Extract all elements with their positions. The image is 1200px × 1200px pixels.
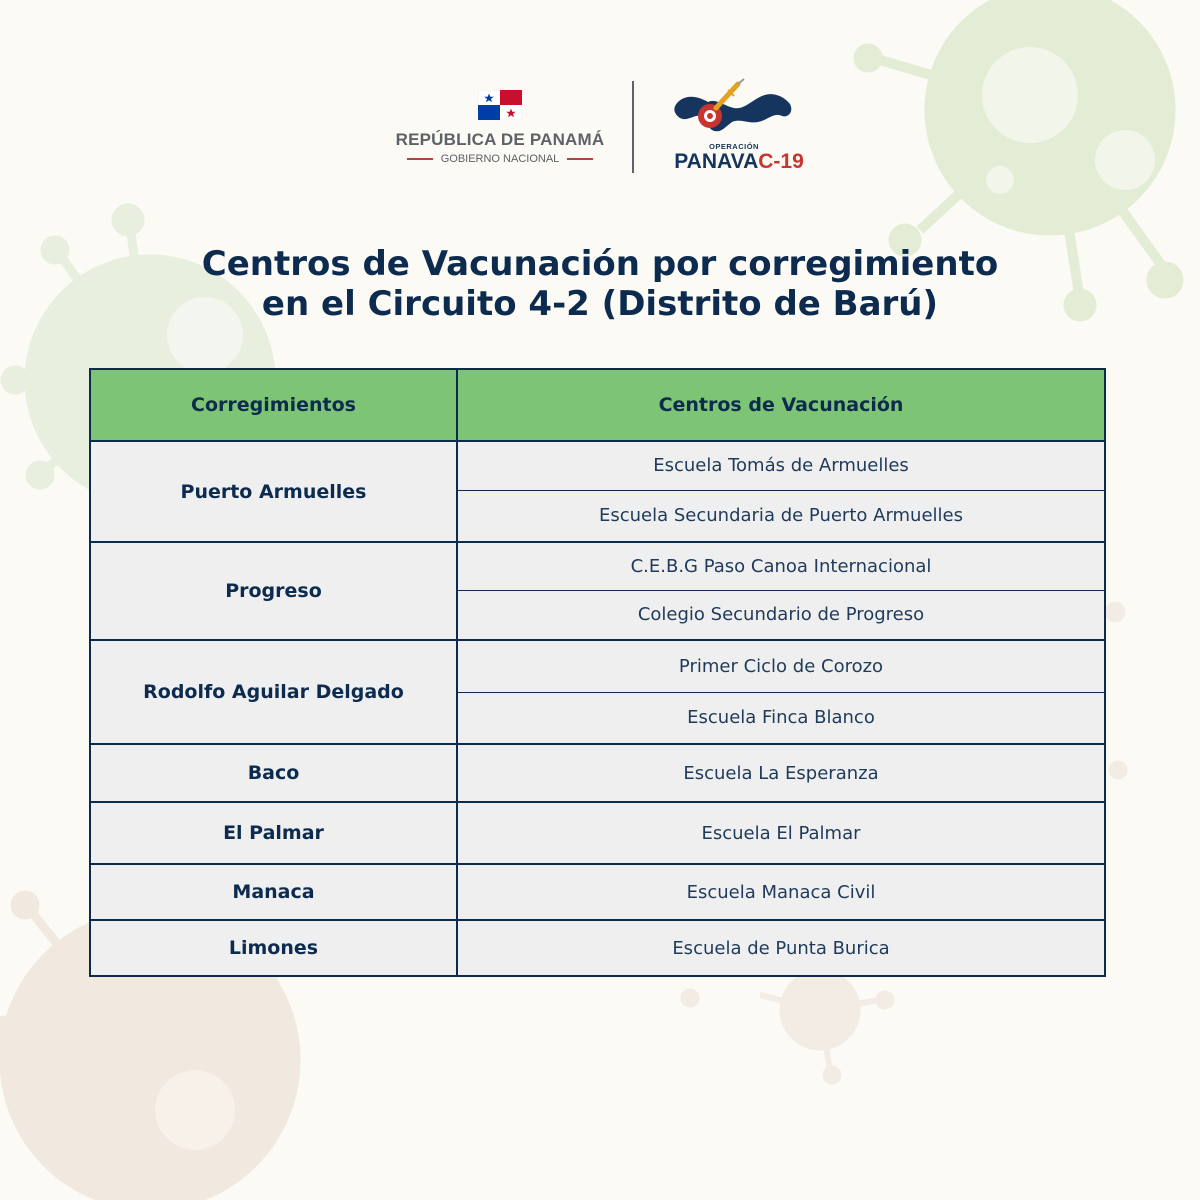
corregimiento-cell: El Palmar — [90, 802, 457, 864]
table-row — [90, 802, 1105, 864]
campaign-name-part1: PANAVA — [674, 150, 759, 173]
table-row — [90, 744, 1105, 802]
gov-subtitle: GOBIERNO NACIONAL — [440, 153, 560, 165]
vaccination-centers-table — [89, 368, 1106, 977]
corregimiento-cell: Limones — [90, 920, 457, 976]
panavac-map-logo-icon — [664, 78, 804, 142]
centro-cell: Escuela Tomás de Armuelles — [457, 441, 1105, 490]
panama-flag-icon — [478, 90, 522, 120]
centro-cell: Escuela de Punta Burica — [457, 920, 1105, 976]
table-row — [90, 640, 1105, 692]
centro-cell: C.E.B.G Paso Canoa Internacional — [457, 542, 1105, 590]
table-row — [90, 920, 1105, 976]
gov-name: REPÚBLICA DE PANAMÁ — [395, 130, 605, 149]
centro-cell: Escuela Manaca Civil — [457, 864, 1105, 920]
panavac-logo-block — [664, 78, 814, 178]
logo-divider — [632, 81, 634, 173]
title-line-1: Centros de Vacunación por corregimiento — [201, 244, 999, 284]
corregimiento-cell: Rodolfo Aguilar Delgado — [90, 640, 457, 744]
table-row — [90, 542, 1105, 590]
table-header-row — [90, 369, 1105, 441]
divider-dash — [407, 158, 433, 160]
header-corregimientos: Corregimientos — [90, 369, 457, 441]
corregimiento-cell: Manaca — [90, 864, 457, 920]
gov-logo-block — [390, 90, 610, 165]
centro-cell: Escuela La Esperanza — [457, 744, 1105, 802]
corregimiento-cell: Progreso — [90, 542, 457, 640]
centro-cell: Escuela Secundaria de Puerto Armuelles — [457, 490, 1105, 542]
divider-dash — [567, 158, 593, 160]
centro-cell: Colegio Secundario de Progreso — [457, 590, 1105, 640]
table-row — [90, 441, 1105, 490]
header-centros: Centros de Vacunación — [457, 369, 1105, 441]
gov-subtitle-row — [390, 153, 610, 165]
campaign-prefix: OPERACIÓN — [709, 142, 759, 151]
header — [0, 78, 1200, 178]
centro-cell: Escuela Finca Blanco — [457, 692, 1105, 744]
centro-cell: Escuela El Palmar — [457, 802, 1105, 864]
campaign-name — [664, 150, 814, 174]
corregimiento-cell: Baco — [90, 744, 457, 802]
page-title — [0, 244, 1200, 324]
centro-cell: Primer Ciclo de Corozo — [457, 640, 1105, 692]
corregimiento-cell: Puerto Armuelles — [90, 441, 457, 542]
title-line-2: en el Circuito 4-2 (Distrito de Barú) — [261, 284, 939, 324]
campaign-name-part2: C-19 — [758, 150, 804, 173]
table-row — [90, 864, 1105, 920]
